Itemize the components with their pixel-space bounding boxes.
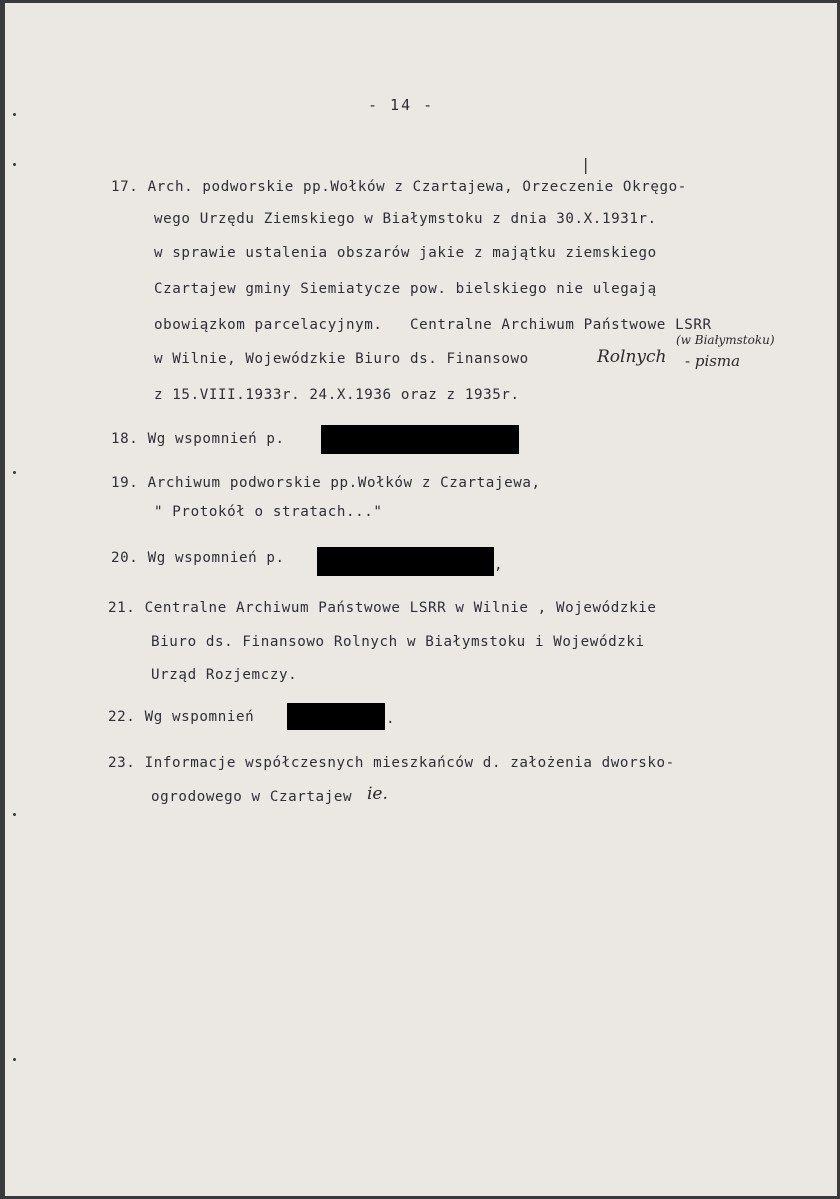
footnote-23-line-2: ogrodowego w Czartajew bbox=[151, 789, 353, 805]
margin-mark bbox=[13, 1058, 16, 1061]
handwritten-tick: | bbox=[583, 155, 589, 174]
footnote-17-line-5: obowiązkom parcelacyjnym. Centralne Archiwum Państwowe LSRR bbox=[154, 317, 712, 333]
footnote-18-text: 18. Wg wspomnień p. bbox=[111, 431, 285, 447]
handwritten-ending: ie. bbox=[367, 784, 388, 804]
footnote-21-line-3: Urząd Rozjemczy. bbox=[151, 667, 298, 683]
left-page-edge bbox=[3, 3, 5, 1199]
footnote-19-line-1: 19. Archiwum podworskie pp.Wołków z Czartajewa, bbox=[111, 475, 541, 491]
handwritten-rolnych: Rolnych bbox=[597, 347, 667, 367]
footnote-21-line-2: Biuro ds. Finansowo Rolnych w Białymstoku i Wojewódzki bbox=[151, 634, 645, 650]
footnote-17-line-4: Czartajew gminy Siemiatycze pow. bielskiego nie ulegają bbox=[154, 281, 657, 297]
handwritten-insert: (w Białymstoku) bbox=[676, 333, 775, 347]
footnote-17-line-7: z 15.VIII.1933r. 24.X.1936 oraz z 1935r. bbox=[154, 387, 520, 403]
footnote-17-line-3: w sprawie ustalenia obszarów jakie z majątku ziemskiego bbox=[154, 245, 657, 261]
footnote-17-line-6: w Wilnie, Wojewódzkie Biuro ds. Finansowo bbox=[154, 351, 529, 367]
margin-mark bbox=[13, 113, 16, 116]
footnote-20-text: 20. Wg wspomnień p. bbox=[111, 550, 285, 566]
footnote-19-line-2: " Protokół o stratach..." bbox=[154, 504, 383, 520]
page-number: - 14 - bbox=[368, 96, 435, 114]
footnote-22-trail: . bbox=[386, 711, 396, 727]
footnote-21-line-1: 21. Centralne Archiwum Państwowe LSRR w Wilnie , Wojewódzkie bbox=[108, 600, 657, 616]
footnote-17-line-1: 17. Arch. podworskie pp.Wołków z Czartajewa, Orzeczenie Okręgo- bbox=[111, 179, 687, 195]
redaction-block bbox=[287, 703, 385, 730]
footnote-22-text: 22. Wg wspomnień bbox=[108, 709, 255, 725]
handwritten-pisma: - pisma bbox=[685, 352, 741, 370]
margin-mark bbox=[13, 163, 16, 166]
footnote-20-trail: , bbox=[494, 557, 504, 573]
redaction-block bbox=[321, 425, 519, 454]
margin-mark bbox=[13, 813, 16, 816]
redaction-block bbox=[317, 547, 494, 576]
footnote-17-line-2: wego Urzędu Ziemskiego w Białymstoku z dnia 30.X.1931r. bbox=[154, 211, 657, 227]
margin-mark bbox=[13, 471, 16, 474]
footnote-23-line-1: 23. Informacje współczesnych mieszkańców d. założenia dworsko- bbox=[108, 755, 675, 771]
